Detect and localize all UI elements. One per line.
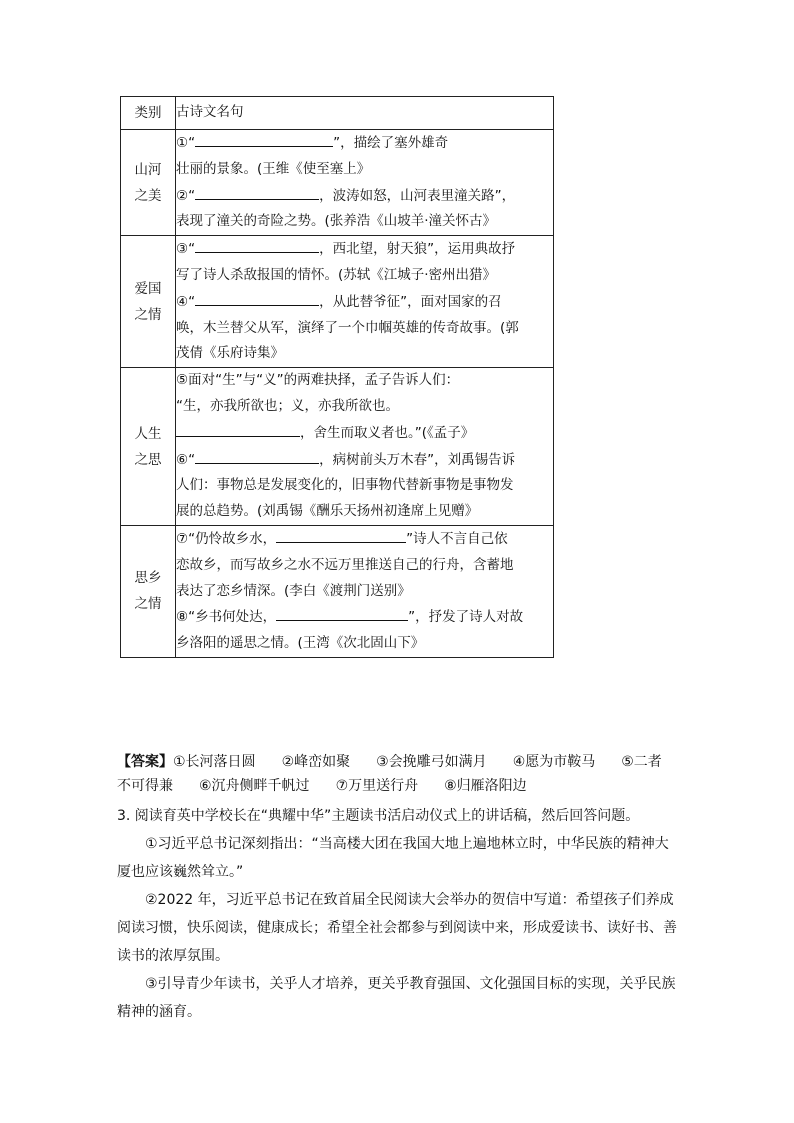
content-cell (176, 368, 554, 526)
question-text: 表现了潼关的奇险之势。(张养浩《山坡羊·潼关怀古》 (176, 213, 497, 230)
answer-item: ⑦万里送行舟 (335, 778, 419, 794)
question-text: ”诗人不言自己依 (406, 530, 508, 547)
poetry-table (120, 96, 554, 658)
question-text: ⑧“乡书何处达， (176, 609, 277, 626)
table-row (121, 525, 554, 657)
question-text: ④“ (176, 293, 196, 310)
question-text: ⑤面对“生”与“义”的两难抉择，孟子告诉人们： (176, 372, 460, 389)
question-text: 写了诗人杀敌报国的情怀。(苏轼《江城子·密州出猎》 (176, 266, 497, 283)
question-text: 恋故乡，而写故乡之水不远万里推送自己的行舟，含蓄地 (176, 556, 514, 573)
question-text: ，从此替爷征”，面对国家的召 (319, 293, 502, 310)
question-text: ，舍生而取义者也。”(《孟子》 (300, 424, 475, 441)
question-text: 展的总趋势。(刘禹锡《酬乐天扬州初逢席上见赠》 (176, 503, 479, 520)
content-cell (176, 525, 554, 657)
content-cell (176, 236, 554, 368)
answer-label: 【答案】 (117, 754, 173, 770)
speech-paragraph: ③引导青少年读书，关乎人才培养，更关乎教育强国、文化强国目标的实现，关乎民族精神的涵育。 (117, 976, 676, 1020)
question-text: ，病树前头万木春”，刘禹锡告诉 (319, 451, 516, 468)
table-row (121, 236, 554, 368)
question-text: ”，抒发了诗人对故 (408, 609, 524, 626)
answer-item: ⑧归雁洛阳边 (444, 778, 527, 794)
question-text: ，西北望，射天狼”，运用典故抒 (319, 241, 516, 258)
question-text: 乡洛阳的遥思之情。(王湾《次北固山下》 (176, 635, 425, 652)
category-cell (121, 130, 176, 236)
question-text: ③“ (176, 241, 196, 258)
category-line: 人生 (134, 425, 162, 442)
category-cell (121, 525, 176, 657)
category-line: 爱国 (134, 280, 162, 297)
table-row (121, 130, 554, 236)
question-3-section (117, 802, 677, 1026)
answer-section (117, 750, 677, 798)
answer-item: 不可得兼 (117, 778, 173, 794)
category-line: 之思 (134, 451, 162, 468)
answer-item: ①长河落日圆 (173, 754, 256, 770)
category-line: 之情 (134, 306, 162, 323)
answer-item: ④愿为市鞍马 (512, 754, 596, 770)
category-cell (121, 236, 176, 368)
answer-item: ⑥沉舟侧畔千帆过 (199, 778, 310, 794)
question-text: 表达了恋乡情深。(李白《渡荆门送别》 (176, 582, 411, 599)
category-line: 之美 (134, 187, 162, 204)
question-text: ，波涛如怒，山河表里潼关路”， (319, 187, 516, 204)
question-text: 壮丽的景象。(王维《使至塞上》 (176, 160, 371, 177)
answer-blank[interactable] (195, 289, 319, 306)
answer-blank[interactable] (195, 236, 319, 253)
question-text: 茂倩《乐府诗集》 (176, 345, 284, 362)
answer-blank[interactable] (276, 604, 408, 621)
answer-blank[interactable] (176, 420, 300, 437)
question-text: ①“ (176, 135, 196, 151)
question-text: 人们：事物总是发展变化的，旧事物代替新事物是事物发 (176, 477, 514, 494)
question-text: ②“ (176, 187, 196, 204)
content-cell (176, 130, 554, 236)
header-content: 古诗文名句 (176, 97, 554, 130)
answer-item: ②峰峦如聚 (281, 754, 351, 770)
question-text: ”，描绘了塞外雄奇 (333, 135, 449, 151)
question-3-title: 3. 阅读育英中学校长在“典耀中华”主题读书活启动仪式上的讲话稿，然后回答问题。 (117, 808, 640, 824)
header-category: 类别 (121, 97, 176, 130)
speech-paragraph: ②2022 年，习近平总书记在致首届全民阅读大会举办的贺信中写道：希望孩子们养成阅读习惯，快乐阅读，健康成长；希望全社会都参与到阅读中来，形成爱读书、读好书、善读书的浓厚氛围。 (117, 892, 677, 964)
category-line: 山河 (134, 161, 162, 178)
question-text: “生，亦我所欲也；义，亦我所欲也。 (176, 397, 399, 414)
question-text: 唤，木兰替父从军，演绎了一个巾帼英雄的传奇故事。(郭 (176, 319, 519, 336)
answer-item: ③会挽雕弓如满月 (376, 754, 487, 770)
question-text: ⑦“仍怜故乡水， (176, 530, 277, 547)
answer-item: ⑤二者 (621, 754, 662, 770)
answer-blank[interactable] (195, 183, 319, 200)
category-line: 之情 (134, 596, 162, 613)
answer-blank[interactable] (195, 130, 333, 147)
answer-blank[interactable] (195, 447, 319, 464)
category-cell (121, 368, 176, 526)
speech-paragraph: ①习近平总书记深刻指出：“当高楼大团在我国大地上遍地林立时，中华民族的精神大厦也应该巍然耸立。” (117, 836, 669, 880)
question-text: ⑥“ (176, 451, 196, 468)
table-row (121, 368, 554, 526)
table-header-row (121, 97, 554, 130)
answer-blank[interactable] (276, 526, 406, 543)
category-line: 思乡 (134, 570, 162, 587)
